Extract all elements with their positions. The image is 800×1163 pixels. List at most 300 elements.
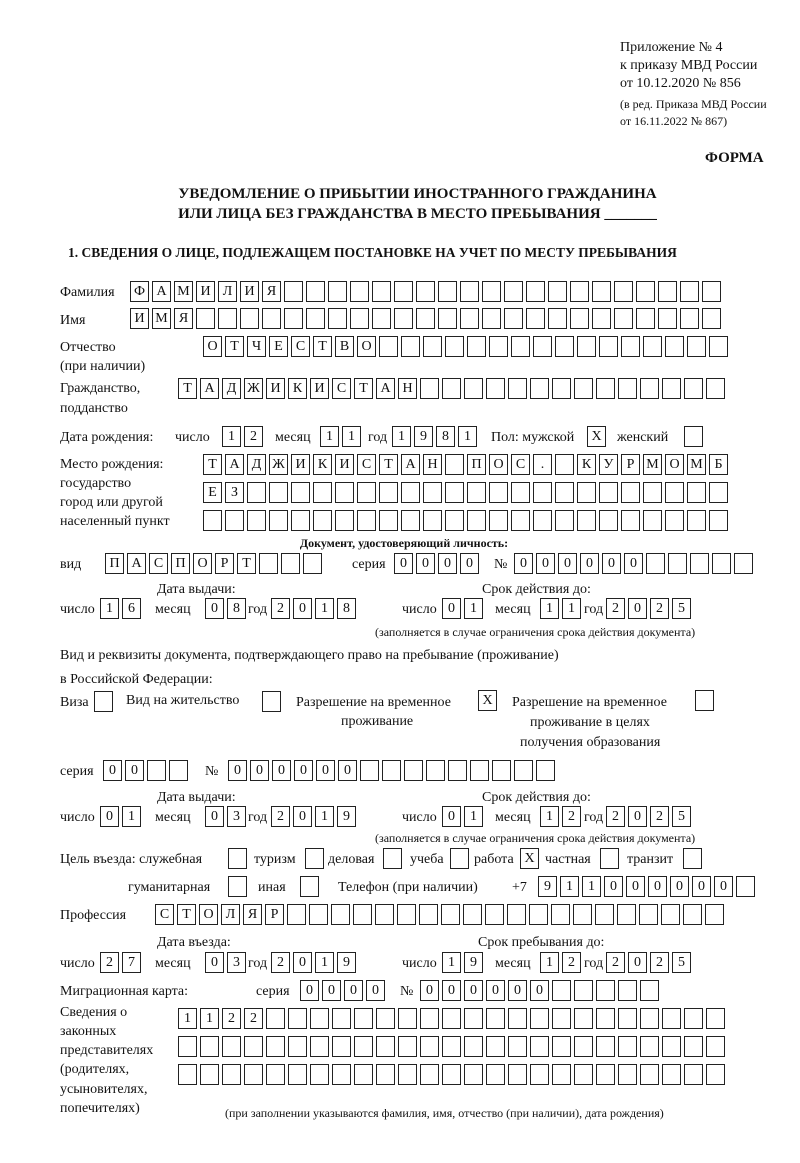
char-box[interactable] xyxy=(486,1008,505,1029)
char-box[interactable]: И xyxy=(310,378,329,399)
char-box[interactable] xyxy=(445,482,464,503)
char-box[interactable] xyxy=(441,904,460,925)
char-box[interactable]: С xyxy=(332,378,351,399)
char-box[interactable]: Н xyxy=(423,454,442,475)
char-box[interactable] xyxy=(658,308,677,329)
char-box[interactable]: 7 xyxy=(122,952,141,973)
char-box[interactable] xyxy=(350,308,369,329)
doc_issue-month[interactable] xyxy=(205,598,246,619)
char-box[interactable]: Т xyxy=(354,378,373,399)
char-box[interactable]: X xyxy=(587,426,606,447)
char-box[interactable] xyxy=(228,876,247,897)
char-box[interactable]: 0 xyxy=(205,598,224,619)
entry-year[interactable] xyxy=(271,952,356,973)
phone-field[interactable] xyxy=(538,876,755,897)
char-box[interactable]: А xyxy=(127,553,146,574)
char-box[interactable] xyxy=(636,281,655,302)
char-box[interactable] xyxy=(555,482,574,503)
char-box[interactable] xyxy=(225,510,244,531)
char-box[interactable]: 2 xyxy=(562,952,581,973)
char-box[interactable] xyxy=(288,1064,307,1085)
char-box[interactable] xyxy=(665,510,684,531)
char-box[interactable]: X xyxy=(520,848,539,869)
char-box[interactable]: 0 xyxy=(486,980,505,1001)
char-box[interactable] xyxy=(643,336,662,357)
char-box[interactable] xyxy=(416,281,435,302)
char-box[interactable]: В xyxy=(335,336,354,357)
char-box[interactable] xyxy=(706,1008,725,1029)
char-box[interactable] xyxy=(489,482,508,503)
char-box[interactable]: 2 xyxy=(606,806,625,827)
char-box[interactable]: 0 xyxy=(536,553,555,574)
char-box[interactable]: 0 xyxy=(670,876,689,897)
doc_valid-month[interactable] xyxy=(540,598,581,619)
char-box[interactable] xyxy=(530,378,549,399)
char-box[interactable] xyxy=(536,760,555,781)
char-box[interactable]: 1 xyxy=(540,952,559,973)
char-box[interactable]: 1 xyxy=(540,598,559,619)
char-box[interactable] xyxy=(552,378,571,399)
char-box[interactable]: 2 xyxy=(606,598,625,619)
char-box[interactable] xyxy=(291,510,310,531)
char-box[interactable]: 2 xyxy=(244,426,263,447)
char-box[interactable] xyxy=(640,1008,659,1029)
char-box[interactable] xyxy=(482,281,501,302)
char-box[interactable]: 1 xyxy=(442,952,461,973)
char-box[interactable]: 1 xyxy=(560,876,579,897)
char-box[interactable] xyxy=(640,1064,659,1085)
char-box[interactable] xyxy=(573,904,592,925)
char-box[interactable] xyxy=(445,510,464,531)
char-box[interactable] xyxy=(445,336,464,357)
char-box[interactable] xyxy=(665,336,684,357)
char-box[interactable] xyxy=(467,336,486,357)
char-box[interactable] xyxy=(266,1008,285,1029)
char-box[interactable]: 3 xyxy=(227,806,246,827)
char-box[interactable] xyxy=(687,336,706,357)
char-box[interactable] xyxy=(401,510,420,531)
char-box[interactable]: 1 xyxy=(342,426,361,447)
char-box[interactable] xyxy=(706,1036,725,1057)
rp_valid-year[interactable] xyxy=(606,806,691,827)
char-box[interactable]: 0 xyxy=(508,980,527,1001)
char-box[interactable]: М xyxy=(174,281,193,302)
char-box[interactable] xyxy=(570,281,589,302)
char-box[interactable] xyxy=(684,378,703,399)
char-box[interactable]: 1 xyxy=(178,1008,197,1029)
purpose-service-checkbox[interactable] xyxy=(228,848,247,869)
char-box[interactable]: 2 xyxy=(100,952,119,973)
char-box[interactable]: 2 xyxy=(562,806,581,827)
char-box[interactable]: С xyxy=(149,553,168,574)
char-box[interactable]: 1 xyxy=(562,598,581,619)
char-box[interactable] xyxy=(709,510,728,531)
char-box[interactable] xyxy=(574,378,593,399)
char-box[interactable]: Ф xyxy=(130,281,149,302)
purpose-private-checkbox[interactable] xyxy=(600,848,619,869)
char-box[interactable]: О xyxy=(199,904,218,925)
doc_issue-day[interactable] xyxy=(100,598,141,619)
char-box[interactable] xyxy=(530,1064,549,1085)
doc_valid-year[interactable] xyxy=(606,598,691,619)
char-box[interactable]: 0 xyxy=(438,553,457,574)
char-box[interactable]: 0 xyxy=(628,598,647,619)
char-box[interactable] xyxy=(511,336,530,357)
char-box[interactable] xyxy=(734,553,753,574)
temp-residence-checkbox[interactable] xyxy=(478,690,497,711)
rp_issue-day[interactable] xyxy=(100,806,141,827)
char-box[interactable]: 2 xyxy=(650,806,669,827)
char-box[interactable] xyxy=(507,904,526,925)
char-box[interactable]: И xyxy=(130,308,149,329)
char-box[interactable]: 2 xyxy=(606,952,625,973)
char-box[interactable] xyxy=(397,904,416,925)
char-box[interactable] xyxy=(147,760,166,781)
migcard-number-field[interactable] xyxy=(420,980,659,1001)
char-box[interactable]: 0 xyxy=(628,806,647,827)
char-box[interactable] xyxy=(485,904,504,925)
char-box[interactable] xyxy=(668,553,687,574)
char-box[interactable]: Я xyxy=(174,308,193,329)
char-box[interactable]: К xyxy=(313,454,332,475)
char-box[interactable]: 0 xyxy=(714,876,733,897)
char-box[interactable]: 0 xyxy=(338,760,357,781)
char-box[interactable]: У xyxy=(599,454,618,475)
char-box[interactable]: Л xyxy=(221,904,240,925)
citizenship-field[interactable] xyxy=(178,378,725,399)
char-box[interactable] xyxy=(332,1036,351,1057)
char-box[interactable] xyxy=(533,336,552,357)
char-box[interactable] xyxy=(262,691,281,712)
char-box[interactable] xyxy=(508,378,527,399)
char-box[interactable] xyxy=(266,1036,285,1057)
char-box[interactable] xyxy=(662,1064,681,1085)
char-box[interactable]: 1 xyxy=(200,1008,219,1029)
char-box[interactable]: О xyxy=(489,454,508,475)
purpose-business-checkbox[interactable] xyxy=(383,848,402,869)
char-box[interactable] xyxy=(617,904,636,925)
char-box[interactable] xyxy=(240,308,259,329)
char-box[interactable]: 0 xyxy=(293,952,312,973)
char-box[interactable] xyxy=(511,510,530,531)
char-box[interactable] xyxy=(684,1036,703,1057)
char-box[interactable] xyxy=(577,482,596,503)
char-box[interactable] xyxy=(335,510,354,531)
char-box[interactable] xyxy=(529,904,548,925)
doc-number-field[interactable] xyxy=(514,553,753,574)
char-box[interactable] xyxy=(706,378,725,399)
char-box[interactable] xyxy=(508,1008,527,1029)
char-box[interactable]: 0 xyxy=(558,553,577,574)
char-box[interactable] xyxy=(555,510,574,531)
char-box[interactable] xyxy=(511,482,530,503)
char-box[interactable] xyxy=(222,1064,241,1085)
char-box[interactable] xyxy=(200,1036,219,1057)
char-box[interactable]: 9 xyxy=(337,952,356,973)
char-box[interactable] xyxy=(423,482,442,503)
char-box[interactable]: 1 xyxy=(320,426,339,447)
char-box[interactable]: И xyxy=(196,281,215,302)
char-box[interactable]: 0 xyxy=(366,980,385,1001)
char-box[interactable]: О xyxy=(193,553,212,574)
char-box[interactable] xyxy=(658,281,677,302)
char-box[interactable]: 8 xyxy=(227,598,246,619)
char-box[interactable] xyxy=(306,308,325,329)
char-box[interactable] xyxy=(288,1008,307,1029)
birthplace-field[interactable] xyxy=(203,510,728,531)
char-box[interactable] xyxy=(574,1036,593,1057)
char-box[interactable] xyxy=(450,848,469,869)
char-box[interactable]: П xyxy=(171,553,190,574)
char-box[interactable]: 0 xyxy=(250,760,269,781)
char-box[interactable] xyxy=(684,1064,703,1085)
char-box[interactable]: С xyxy=(511,454,530,475)
char-box[interactable] xyxy=(680,308,699,329)
char-box[interactable]: А xyxy=(152,281,171,302)
char-box[interactable] xyxy=(420,1008,439,1029)
char-box[interactable] xyxy=(574,1008,593,1029)
char-box[interactable]: 0 xyxy=(416,553,435,574)
char-box[interactable] xyxy=(467,482,486,503)
char-box[interactable]: 2 xyxy=(650,598,669,619)
char-box[interactable] xyxy=(548,308,567,329)
char-box[interactable]: 0 xyxy=(316,760,335,781)
char-box[interactable] xyxy=(228,848,247,869)
char-box[interactable]: И xyxy=(240,281,259,302)
char-box[interactable]: 0 xyxy=(294,760,313,781)
char-box[interactable]: Т xyxy=(237,553,256,574)
char-box[interactable] xyxy=(423,510,442,531)
char-box[interactable]: 2 xyxy=(244,1008,263,1029)
doc_valid-day[interactable] xyxy=(442,598,483,619)
char-box[interactable]: И xyxy=(266,378,285,399)
char-box[interactable] xyxy=(464,1064,483,1085)
char-box[interactable]: И xyxy=(291,454,310,475)
stay-year[interactable] xyxy=(606,952,691,973)
char-box[interactable] xyxy=(300,876,319,897)
char-box[interactable]: И xyxy=(335,454,354,475)
char-box[interactable] xyxy=(621,336,640,357)
char-box[interactable] xyxy=(687,510,706,531)
char-box[interactable] xyxy=(665,482,684,503)
char-box[interactable] xyxy=(376,1036,395,1057)
char-box[interactable] xyxy=(504,281,523,302)
char-box[interactable]: . xyxy=(533,454,552,475)
char-box[interactable] xyxy=(291,482,310,503)
char-box[interactable] xyxy=(331,904,350,925)
char-box[interactable]: 6 xyxy=(122,598,141,619)
char-box[interactable]: 0 xyxy=(580,553,599,574)
char-box[interactable] xyxy=(360,760,379,781)
char-box[interactable] xyxy=(169,760,188,781)
char-box[interactable] xyxy=(486,1064,505,1085)
char-box[interactable] xyxy=(448,760,467,781)
char-box[interactable] xyxy=(574,1064,593,1085)
permit-series-field[interactable] xyxy=(103,760,188,781)
stay-day[interactable] xyxy=(442,952,483,973)
char-box[interactable]: 0 xyxy=(103,760,122,781)
char-box[interactable] xyxy=(284,281,303,302)
visa-checkbox[interactable] xyxy=(94,691,113,712)
char-box[interactable] xyxy=(662,1008,681,1029)
char-box[interactable] xyxy=(702,308,721,329)
char-box[interactable] xyxy=(552,1064,571,1085)
char-box[interactable]: 1 xyxy=(540,806,559,827)
char-box[interactable] xyxy=(621,482,640,503)
char-box[interactable] xyxy=(266,1064,285,1085)
rp_valid-month[interactable] xyxy=(540,806,581,827)
char-box[interactable] xyxy=(533,510,552,531)
char-box[interactable] xyxy=(350,281,369,302)
char-box[interactable] xyxy=(662,378,681,399)
char-box[interactable]: 9 xyxy=(538,876,557,897)
char-box[interactable]: 2 xyxy=(271,806,290,827)
char-box[interactable] xyxy=(555,454,574,475)
char-box[interactable] xyxy=(552,980,571,1001)
char-box[interactable] xyxy=(618,980,637,1001)
char-box[interactable] xyxy=(376,1008,395,1029)
patronymic-field[interactable] xyxy=(203,336,728,357)
char-box[interactable]: 0 xyxy=(648,876,667,897)
char-box[interactable] xyxy=(736,876,755,897)
char-box[interactable]: О xyxy=(357,336,376,357)
char-box[interactable] xyxy=(398,1036,417,1057)
char-box[interactable]: 8 xyxy=(337,598,356,619)
char-box[interactable] xyxy=(269,482,288,503)
char-box[interactable] xyxy=(683,848,702,869)
char-box[interactable]: 2 xyxy=(271,952,290,973)
char-box[interactable] xyxy=(640,378,659,399)
char-box[interactable] xyxy=(702,281,721,302)
char-box[interactable] xyxy=(313,510,332,531)
char-box[interactable] xyxy=(284,308,303,329)
char-box[interactable] xyxy=(379,510,398,531)
char-box[interactable] xyxy=(354,1008,373,1029)
rp_valid-day[interactable] xyxy=(442,806,483,827)
char-box[interactable] xyxy=(382,760,401,781)
char-box[interactable]: 0 xyxy=(420,980,439,1001)
char-box[interactable] xyxy=(460,281,479,302)
char-box[interactable]: Р xyxy=(621,454,640,475)
char-box[interactable] xyxy=(683,904,702,925)
char-box[interactable] xyxy=(570,308,589,329)
char-box[interactable] xyxy=(372,308,391,329)
char-box[interactable] xyxy=(460,308,479,329)
char-box[interactable]: П xyxy=(467,454,486,475)
char-box[interactable] xyxy=(646,553,665,574)
char-box[interactable]: Т xyxy=(178,378,197,399)
birthplace-field[interactable] xyxy=(203,454,728,475)
char-box[interactable] xyxy=(552,1036,571,1057)
char-box[interactable] xyxy=(486,1036,505,1057)
char-box[interactable]: 1 xyxy=(315,598,334,619)
char-box[interactable] xyxy=(489,510,508,531)
char-box[interactable] xyxy=(712,553,731,574)
entry-day[interactable] xyxy=(100,952,141,973)
char-box[interactable] xyxy=(379,336,398,357)
char-box[interactable] xyxy=(244,1036,263,1057)
char-box[interactable]: А xyxy=(376,378,395,399)
char-box[interactable] xyxy=(416,308,435,329)
purpose-transit-checkbox[interactable] xyxy=(683,848,702,869)
char-box[interactable] xyxy=(690,553,709,574)
char-box[interactable]: 0 xyxy=(100,806,119,827)
representatives-field[interactable] xyxy=(178,1064,725,1085)
char-box[interactable] xyxy=(203,510,222,531)
profession-field[interactable] xyxy=(155,904,724,925)
char-box[interactable] xyxy=(470,760,489,781)
char-box[interactable] xyxy=(621,510,640,531)
char-box[interactable] xyxy=(640,980,659,1001)
char-box[interactable] xyxy=(709,336,728,357)
char-box[interactable]: 1 xyxy=(582,876,601,897)
char-box[interactable]: 0 xyxy=(604,876,623,897)
char-box[interactable] xyxy=(332,1064,351,1085)
char-box[interactable] xyxy=(687,482,706,503)
char-box[interactable]: 2 xyxy=(222,1008,241,1029)
char-box[interactable]: 0 xyxy=(272,760,291,781)
char-box[interactable] xyxy=(420,378,439,399)
char-box[interactable]: 0 xyxy=(442,806,461,827)
residence-permit-checkbox[interactable] xyxy=(262,691,281,712)
char-box[interactable] xyxy=(394,308,413,329)
char-box[interactable] xyxy=(526,281,545,302)
char-box[interactable] xyxy=(222,1036,241,1057)
dob-day[interactable] xyxy=(222,426,263,447)
char-box[interactable]: 1 xyxy=(464,598,483,619)
char-box[interactable]: А xyxy=(401,454,420,475)
char-box[interactable]: Л xyxy=(218,281,237,302)
char-box[interactable]: М xyxy=(643,454,662,475)
char-box[interactable] xyxy=(680,281,699,302)
char-box[interactable]: О xyxy=(203,336,222,357)
char-box[interactable] xyxy=(526,308,545,329)
char-box[interactable] xyxy=(310,1008,329,1029)
char-box[interactable] xyxy=(464,1008,483,1029)
char-box[interactable]: К xyxy=(288,378,307,399)
char-box[interactable]: Ж xyxy=(269,454,288,475)
char-box[interactable] xyxy=(305,848,324,869)
char-box[interactable] xyxy=(375,904,394,925)
char-box[interactable] xyxy=(259,553,278,574)
char-box[interactable]: Т xyxy=(225,336,244,357)
char-box[interactable]: 1 xyxy=(458,426,477,447)
char-box[interactable] xyxy=(310,1064,329,1085)
char-box[interactable] xyxy=(218,308,237,329)
char-box[interactable] xyxy=(639,904,658,925)
birthplace-field[interactable] xyxy=(203,482,728,503)
char-box[interactable]: 1 xyxy=(315,952,334,973)
char-box[interactable] xyxy=(353,904,372,925)
char-box[interactable] xyxy=(618,378,637,399)
char-box[interactable] xyxy=(596,378,615,399)
char-box[interactable]: К xyxy=(577,454,596,475)
char-box[interactable] xyxy=(618,1008,637,1029)
char-box[interactable]: 5 xyxy=(672,952,691,973)
char-box[interactable]: З xyxy=(225,482,244,503)
char-box[interactable]: А xyxy=(200,378,219,399)
char-box[interactable] xyxy=(404,760,423,781)
char-box[interactable]: 9 xyxy=(464,952,483,973)
char-box[interactable]: 0 xyxy=(293,598,312,619)
char-box[interactable] xyxy=(614,281,633,302)
name-field[interactable] xyxy=(130,308,721,329)
char-box[interactable] xyxy=(262,308,281,329)
char-box[interactable]: 9 xyxy=(337,806,356,827)
char-box[interactable] xyxy=(574,980,593,1001)
char-box[interactable] xyxy=(592,281,611,302)
char-box[interactable] xyxy=(306,281,325,302)
